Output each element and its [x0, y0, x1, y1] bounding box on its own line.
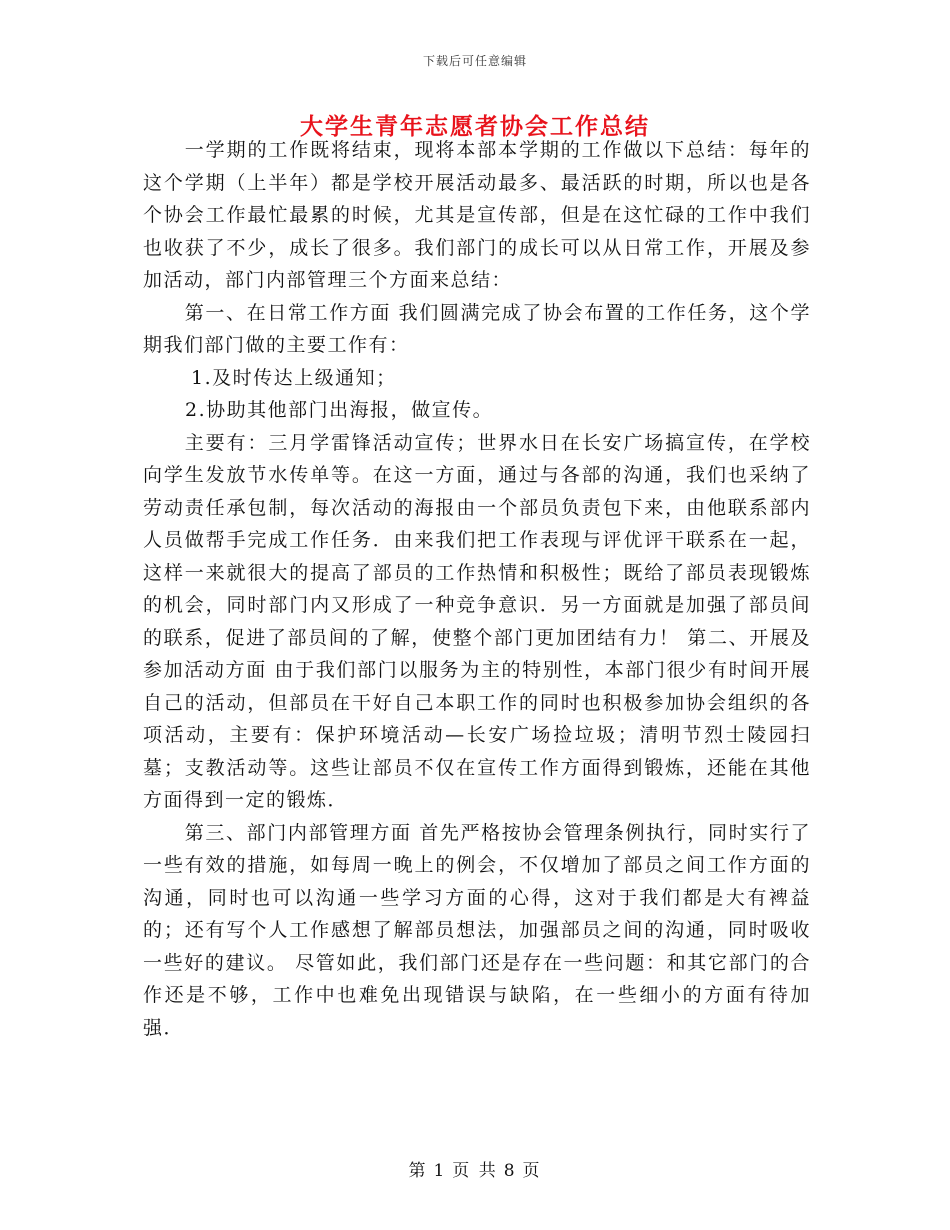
list-item-2: 2.协助其他部门出海报，做宣传。	[185, 399, 494, 421]
paragraph-section-one: 第一、在日常工作方面 我们圆满完成了协会布置的工作任务，这个学期我们部门做的主要工作有：	[143, 301, 811, 356]
page-label-suffix: 页	[522, 1161, 542, 1181]
paragraph-section-three: 第三、部门内部管理方面 首先严格按协会管理条例执行，同时实行了一些有效的措施，如每周一晚上的例会，不仅增加了部员之间工作方面的沟通，同时也可以沟通一些学习方面的心得，这对于我们都是大有裨益的；还有写个人工作感想了解部员想法，加强部员之间的沟通，同时吸收一些好的建议。 尽管如此，我们部门还是存在一些问题：和其它部门的合作还是不够，工作中也难免出现错误与缺陷，在一些细小的方面有待加强．	[143, 821, 811, 1039]
page-current-number: 1	[433, 1161, 447, 1181]
document-title: 大学生青年志愿者协会工作总结	[300, 113, 650, 140]
document-body	[143, 134, 811, 1044]
page-header-note: 下载后可任意编辑	[422, 54, 527, 68]
page-label-prefix: 第	[408, 1161, 428, 1181]
page-footer	[0, 1156, 950, 1181]
paragraph-intro: 一学期的工作既将结束，现将本部本学期的工作做以下总结：每年的这个学期（上半年）都是学校开展活动最多、最活跃的时期，所以也是各个协会工作最忙最累的时候，尤其是宣传部，但是在这忙碌的工作中我们也收获了不少，成长了很多。我们部门的成长可以从日常工作，开展及参加活动，部门内部管理三个方面来总结：	[143, 139, 811, 291]
paragraph-main-activities: 主要有：三月学雷锋活动宣传；世界水日在长安广场搞宣传，在学校向学生发放节水传单等。在这一方面，通过与各部的沟通，我们也采纳了劳动责任承包制，每次活动的海报由一个部员负责包下来，由他联系部内人员做帮手完成工作任务．由来我们把工作表现与评优评干联系在一起，这样一来就很大的提高了部员的工作热情和积极性；既给了部员表现锻炼的机会，同时部门内又形成了一种竞争意识．另一方面就是加强了部员间的联系，促进了部员间的了解，使整个部门更加团结有力！ 第二、开展及参加活动方面 由于我们部门以服务为主的特别性，本部门很少有时间开展自己的活动，但部员在干好自己本职工作的同时也积极参加协会组织的各项活动，主要有：保护环境活动—长安广场捡垃圾；清明节烈士陵园扫墓；支教活动等。这些让部员不仅在宣传工作方面得到锻炼，还能在其他方面得到一定的锻炼．	[143, 431, 811, 811]
list-item-1: 1.及时传达上级通知；	[191, 366, 397, 389]
page-label-mid: 页 共	[452, 1161, 498, 1181]
page-total-number: 8	[503, 1161, 517, 1181]
